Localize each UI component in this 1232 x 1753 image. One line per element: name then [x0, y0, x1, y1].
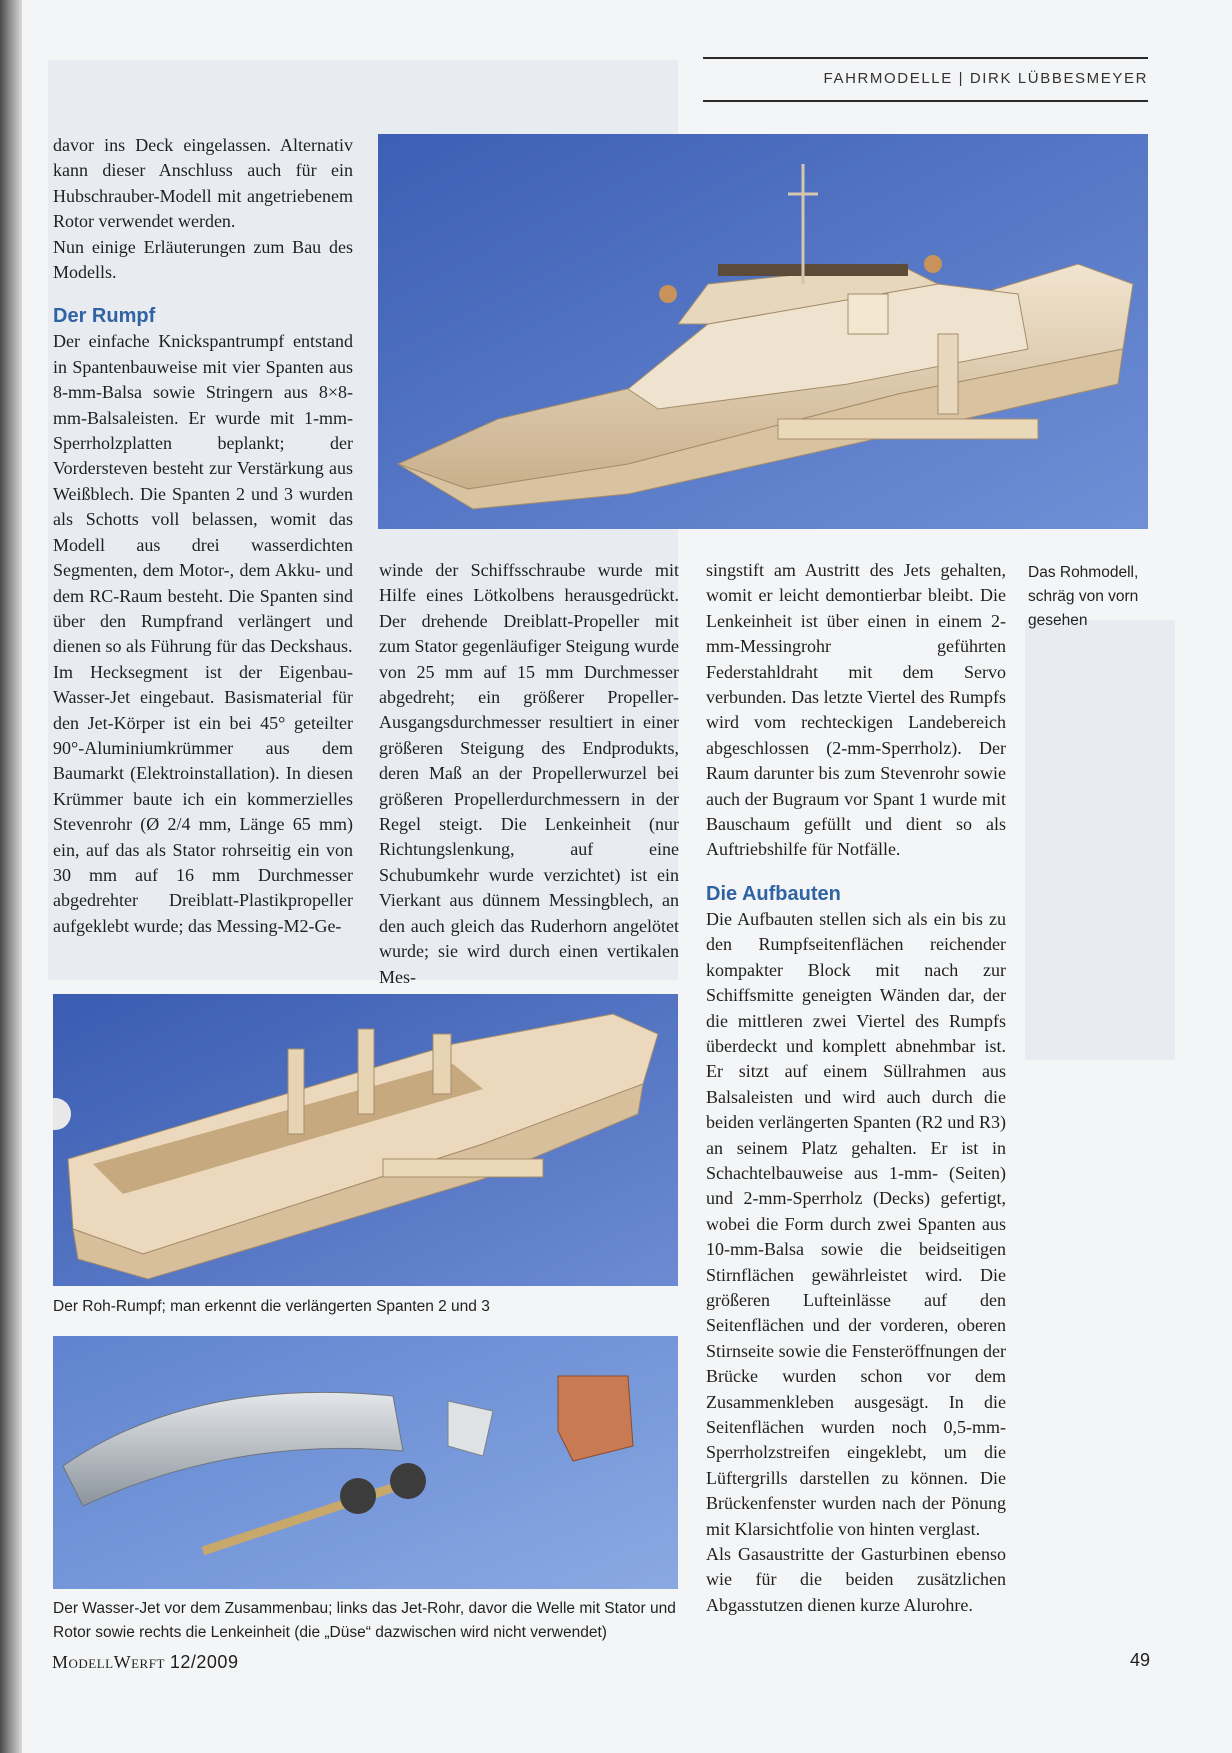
caption-raw-model: Das Rohmodell, schräg von vorn gesehen — [1028, 564, 1139, 629]
col1-intro: davor ins Deck eingelassen. Alternativ kann dieser Anschluss auch für ein Hubschrauber-Modell mit angetriebenem Rotor verwendet werden. — [53, 135, 353, 232]
col1-paragraph-1: Der einfache Knickspantrumpf entstand in Spantenbauweise mit vier Spanten aus 8-mm-Balsa sowie Stringern aus 8×8-mm-Balsaleisten. Er wurde mit 1-mm-Sperrholzplatten beplankt; der Vordersteven besteht zur Verstärkung aus Weißblech. Die Spanten 2 und 3 wurden als Schotts voll belassen, womit das Modell aus drei wasserdichten Segmenten, dem Motor-, dem Akku- und dem RC-Raum besteht. Die Spanten sind über den Rumpfrand verlängert und dienen so als Führung für das Deckshaus. — [53, 331, 353, 657]
col3-paragraph-2: Die Aufbauten stellen sich als ein bis zu den Rumpfseitenflächen reichender kompakter Block mit nach zur Schiffsmitte geneigten Wänden dar, der die mittleren zwei Viertel des Rumpfs überdeckt und komplett abnehmbar ist. Er sitzt auf einem Süllrahmen aus Balsaleisten und wird auch durch die beiden verlängerten Spanten (R2 und R3) an seinem Platz gehalten. Er ist in Schachtelbauweise aus 1-mm- (Seiten) und 2-mm-Sperrholz (Decks) gefertigt, wobei die Form durch zwei Spanten aus 10-mm-Balsa sowie die beidseitigen Stirnflächen gewährleistet wird. Die größeren Lufteinlässe auf den Seitenflächen und der vorderen, oberen Stirnseite sowie die Fensteröffnungen der Brücke wurden schon vor dem Zusammenkleben ausgesägt. In die Seitenflächen wurden noch 0,5-mm-Sperrholzstreifen eingeklebt, um die Lüftergrills darstellen zu können. Die Brückenfenster wurden nach der Pönung mit Klarsichtfolie von hinten verglast. — [706, 908, 1006, 1539]
heading-rumpf: Der Rumpf — [53, 305, 156, 328]
column-2 — [379, 558, 679, 990]
column-1 — [53, 133, 353, 939]
column-3 — [706, 558, 1006, 1618]
col2-paragraph-1: winde der Schiffsschraube wurde mit Hilfe eines Lötkolbens herausgedrückt. Der drehende Dreiblatt-Propeller mit zum Stator gegenläufiger Steigung wurde von 25 mm auf 15 mm Durchmesser abgedreht; ein größerer Propeller-Ausgangsdurchmesser resultiert in einer größeren Steigung des Endprodukts, deren Maß an der Propellerwurzel bei größeren Propellerdurchmessern in der Regel steigt. Die Lenkeinheit (nur Richtungslenkung, auf eine Schubumkehr wurde verzichtet) ist ein Vierkant aus dünnem Messingblech, an den auch gleich das Ruderhorn angelötet wurde; sie wird durch einen vertikalen Mes- — [379, 560, 679, 987]
magazine-name-part-2: Werft — [113, 1652, 165, 1672]
photo-raw-model — [378, 134, 1148, 529]
magazine-name-part-1: Modell — [52, 1652, 114, 1672]
header-rule-bottom — [703, 100, 1148, 102]
col3-paragraph-1: singstift am Austritt des Jets gehalten, womit er leicht demontierbar bleibt. Die Lenkeinheit ist über einen in einem 2-mm-Messingrohr geführten Federstahldraht mit dem Servo verbunden. Das letzte Viertel des Rumpfs wird vom rechteckigen Landebereich abgeschlossen (2-mm-Sperrholz). Der Raum darunter bis zum Stevenrohr sowie auch der Bugraum vor Spant 1 wurde mit Bauschaum gefüllt und dient so als Auftriebshilfe für Notfälle. — [706, 560, 1006, 860]
col1-intro2: Nun einige Erläuterungen zum Bau des Modells. — [53, 236, 353, 283]
issue-number: 12/2009 — [169, 1652, 239, 1672]
photo-water-jet-parts — [53, 1336, 678, 1589]
caption-water-jet: Der Wasser-Jet vor dem Zusammenbau; links das Jet-Rohr, davor die Welle mit Stator und Rotor sowie rechts die Lenkeinheit (die „Düse“ dazwischen wird nicht verwendet) — [53, 1600, 676, 1641]
col3-paragraph-3: Als Gasaustritte der Gasturbinen ebenso wie für die beiden zusätzlichen Abgasstutzen dienen kurze Alurohre. — [706, 1544, 1006, 1615]
page-number: 49 — [1129, 1650, 1150, 1670]
col1-paragraph-2: Im Hecksegment ist der Eigenbau-Wasser-Jet eingebaut. Basismaterial für den Jet-Körper ist ein bei 45° geteilter 90°-Aluminiumkrümmer aus dem Baumarkt (Elektroinstallation). In diesen Krümmer baute ich ein kommerzielles Stevenrohr (Ø 2/4 mm, Länge 65 mm) ein, auf das als Stator rohrseitig ein von 30 mm auf 16 mm Durchmesser abgedrehter Dreiblatt-Plastikpropeller aufgeklebt wurde; das Messing-M2-Ge- — [53, 661, 353, 936]
page-binding-edge — [0, 0, 22, 1753]
photo-raw-hull — [53, 994, 678, 1286]
heading-aufbauten: Die Aufbauten — [706, 882, 841, 905]
background-panel-right — [1025, 620, 1175, 1060]
caption-raw-hull: Der Roh-Rumpf; man erkennt die verlängerten Spanten 2 und 3 — [53, 1298, 490, 1315]
header-rule-top — [703, 57, 1148, 59]
magazine-footer — [52, 1652, 238, 1673]
section-header: FAHRMODELLE | DIRK LÜBBESMEYER — [823, 70, 1148, 87]
